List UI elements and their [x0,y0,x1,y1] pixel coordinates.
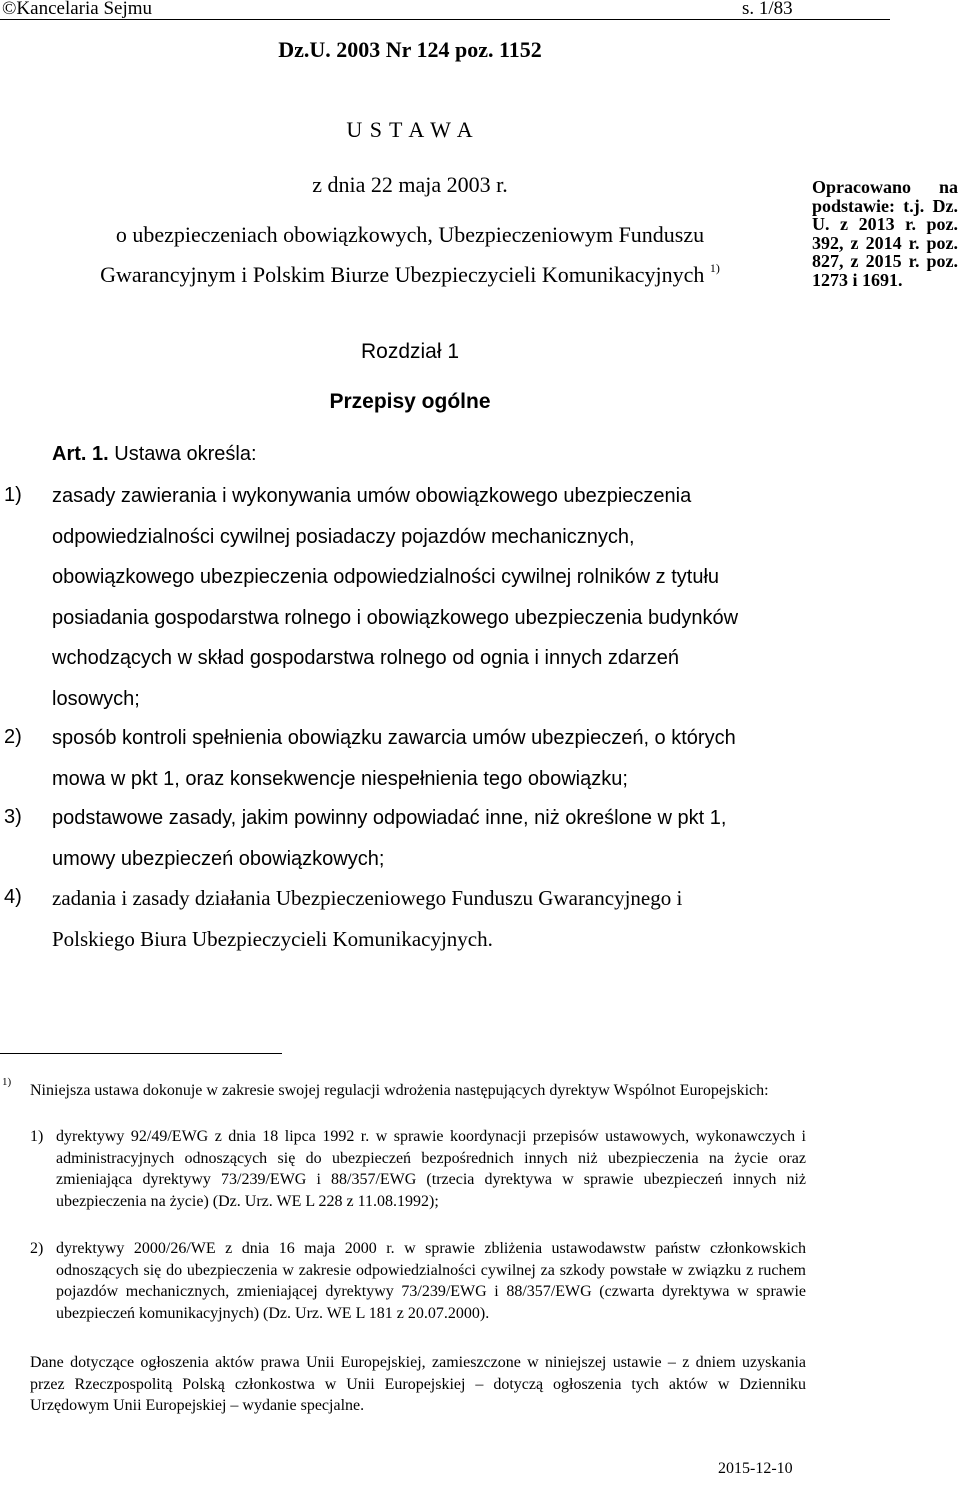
footnote-closing: Dane dotyczące ogłoszenia aktów prawa Unii Europejskiej, zamieszczone w niniejszej ustawie – z dniem uzyskania przez Rzeczpospolitą Polską członkostwa w Unii Europejskiej – dotyczą ogłoszenia tych aktów w Dzienniku Urzędowym Unii Europejskiej – wydanie specjalne. [30,1354,806,1414]
footnote-item-number: 2) [30,1240,44,1257]
item-text [52,798,800,879]
item-number: 1) [4,484,22,506]
item-line: zadania i zasady działania Ubezpieczeniowego Funduszu Gwarancyjnego i [52,886,683,910]
title-footnote-mark: 1) [709,260,720,275]
page-number: s. 1/83 [742,0,793,19]
item-line: zasady zawierania i wykonywania umów obowiązkowego ubezpieczenia [52,485,692,507]
footnote-item-2: dyrektywy 2000/26/WE z dnia 16 maja 2000 r. w sprawie zbliżenia ustawodawstw państw członkowskich odnoszących się do ubezpieczenia w zakresie odpowiedzialności cywilnej za szkody powstałe w związku z ruchem pojazdów mechanicznych, zmieniającej dyrektywy 73/239/EWG i 88/357/EWG (czwarta dyrektywa w sprawie ubezpieczeń komunikacyjnych) (Dz. Urz. WE L 181 z 20.07.2000). [56,1240,806,1322]
item-line: umowy ubezpieczeń obowiązkowych; [52,847,385,870]
item-line: posiadania gospodarstwa rolnego i obowiązkowego ubezpieczenia budynków [52,606,739,629]
header-rule [0,19,890,20]
page-header [0,0,960,18]
document-date: z dnia 22 maja 2003 r. [312,172,508,197]
item-number: 4) [4,886,22,908]
item-line: mowa w pkt 1, oraz konsekwencje niespełnienia tego obowiązku; [52,767,628,790]
item-line: Polskiego Biura Ubezpieczycieli Komunikacyjnych. [52,926,493,951]
footnote-item-1: dyrektywy 92/49/EWG z dnia 18 lipca 1992 r. w sprawie koordynacji przepisów ustawowych, wykonawczych i administracyjnych odnoszących się do ubezpieczeń bezpośrednich innych niż ubezpieczenia na życie oraz zmieniająca dyrektywy 73/239/EWG i 88/357/EWG (trzecia dyrektywa w sprawie ubezpieczeń innych niż ubezpieczenia na życie) (Dz. Urz. WE L 228 z 11.08.1992); [56,1128,806,1210]
item-line: obowiązkowego ubezpieczenia odpowiedzialności cywilnej rolników z tytułu [52,566,720,588]
footnote-separator [0,1053,282,1054]
document-reference: Dz.U. 2003 Nr 124 poz. 1152 [278,37,542,62]
article-intro: Ustawa określa: [114,443,257,465]
chapter-title: Przepisy ogólne [329,390,491,413]
item-line: wchodzących w skład gospodarstwa rolnego od ognia i innych zdarzeń [52,647,680,669]
chapter-label: Rozdział 1 [360,340,460,363]
document-type: U S T A W A [346,117,474,142]
source-margin-note: Opracowano na podstawie: t.j. Dz. U. z 2013 r. poz. 392, z 2014 r. poz. 827, z 2015 r. poz. 1273 i 1691. [812,177,958,290]
item-line: sposób kontroli spełnienia obowiązku zawarcia umów ubezpieczeń, o których [52,727,736,749]
article-heading [52,443,257,466]
document-title-line2 [0,262,820,288]
item-text [52,718,800,799]
page-date: 2015-12-10 [718,1460,793,1477]
article-number: Art. 1. [52,443,109,465]
item-text [52,476,800,719]
footnote-mark: 1) [2,1076,12,1088]
item-number: 3) [4,806,22,828]
item-text [52,878,800,959]
item-line: podstawowe zasady, jakim powinny odpowiadać inne, niż określone w pkt 1, [52,807,727,829]
footnote-item-number: 1) [30,1128,44,1145]
title-line2-text: Gwarancyjnym i Polskim Biurze Ubezpieczycieli Komunikacyjnych [100,262,705,287]
item-line: losowych; [52,687,140,710]
footnote-intro: Niniejsza ustawa dokonuje w zakresie swojej regulacji wdrożenia następujących dyrektyw Wspólnot Europejskich: [30,1082,769,1099]
publisher-label: ©Kancelaria Sejmu [2,0,153,19]
item-number: 2) [4,726,22,748]
document-title-line1: o ubezpieczeniach obowiązkowych, Ubezpieczeniowym Funduszu [115,222,705,247]
item-line: odpowiedzialności cywilnej posiadaczy pojazdów mechanicznych, [52,525,635,548]
